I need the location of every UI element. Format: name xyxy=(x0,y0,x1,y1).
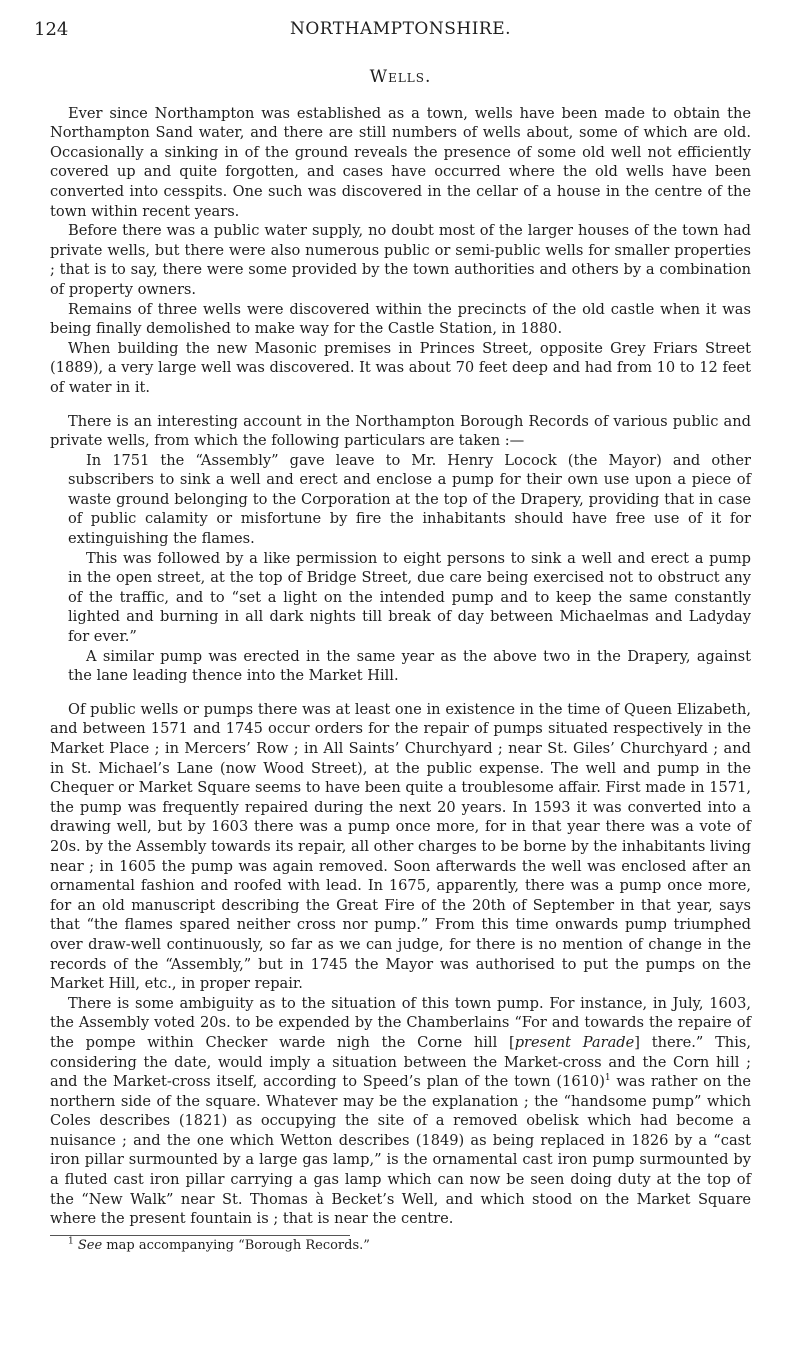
paragraph-castle-wells: Remains of three wells were discovered within the precincts of the old castle when it was being finally demolished to make way for the Castle Station, in 1880. xyxy=(50,300,751,338)
quote-1751-assembly: In 1751 the “Assembly” gave leave to Mr. Henry Locock (the Mayor) and other subscribers to sink a well and erect and enclose a pump for their own use upon a piece of waste ground belonging to the Corporation at the top of the Drapery, providing that in case of public calamity or misfortune by fire the inhabitants should have free use of it for extinguishing the flames. xyxy=(68,451,751,548)
paragraph-town-pump xyxy=(50,994,751,1229)
footnote-ref: 1 xyxy=(604,1073,611,1084)
section-heading: Wells. xyxy=(369,67,432,87)
running-title: NORTHAMPTONSHIRE. xyxy=(289,19,512,39)
paragraph-borough-records: There is an interesting account in the Northampton Borough Records of various public and private wells, from which the following particulars are taken :— xyxy=(50,412,751,450)
paragraph-masonic-well: When building the new Masonic premises in Princes Street, opposite Grey Friars Street (1889), a very large well was discovered. It was about 70 feet deep and had from 10 to 12 feet of water in it. xyxy=(50,339,751,396)
paragraph-public-supply: Before there was a public water supply, no doubt most of the larger houses of the town had private wells, but there were also numerous public or semi-public wells for smaller properties ; that is to say, there were some provided by the town authorities and others by a combination of property owners. xyxy=(50,222,751,298)
footnote xyxy=(50,1236,751,1256)
quote-drapery-pump: A similar pump was erected in the same year as the above two in the Drapery, against the lane leading thence into the Market Hill. xyxy=(68,647,751,685)
paragraph-intro: Ever since Northampton was established as a town, wells have been made to obtain the Northampton Sand water, and there are still numbers of wells about, some of which are old. Occasionally a sinking in of the ground reveals the presence of some old well not efficiently covered up and quite forgotten, and cases have occurred where the old wells have been converted into cesspits. One such was discovered in the cellar of a house in the centre of the town within recent years. xyxy=(50,104,751,220)
running-head xyxy=(34,19,751,50)
page-number: 124 xyxy=(34,19,69,40)
records-excerpt xyxy=(50,451,751,686)
italic-text: present Parade xyxy=(514,1033,635,1051)
text-run: There is some ambiguity as to the situation of this town pump. For instance, in July, 1603, the Assembly voted 20s. to be expended by the Chamberlains “For and towards the repaire of the pompe within Checker warde nigh the Corne hill [ xyxy=(50,994,751,1051)
footnote-text: map accompanying “Borough Records.” xyxy=(102,1237,370,1253)
footnote-see: See xyxy=(77,1237,103,1253)
quote-bridge-street: This was followed by a like permission to eight persons to sink a well and erect a pump in the open street, at the top of Bridge Street, due care being exercised not to obstruct any of the traffic, and to “set a light on the intended pump and to keep the same constantly lighted and burning in all dark nights till break of day between Michaelmas and Ladyday for ever.” xyxy=(68,549,751,646)
footnote-marker: 1 xyxy=(68,1236,74,1247)
text-run: was rather on the northern side of the square. Whatever may be the explanation ; the “handsome pump” which Coles describes (1821) as occupying the site of a removed obelisk which had become a nuisance ; and the one which Wetton describes (1849) as being replaced in 1826 by a “cast iron pillar surmounted by a large gas lamp,” is the ornamental cast iron pump surmounted by a fluted cast iron pillar carrying a gas lamp which can now be seen doing duty at the top of the “New Walk” near St. Thomas à Becket’s Well, and which stood on the Market Square where the present fountain is ; that is near the centre. xyxy=(50,1073,751,1228)
paragraph-public-pumps: Of public wells or pumps there was at least one in existence in the time of Queen Elizabeth, and between 1571 and 1745 occur orders for the repair of pumps situated respectively in the Market Place ; in Mercers’ Row ; in All Saints’ Churchyard ; near St. Giles’ Churchyard ; and in St. Michael’s Lane (now Wood Street), at the public expense. The well and pump in the Chequer or Market Square seems to have been quite a troublesome affair. First made in 1571, the pump was frequently repaired during the next 20 years. In 1593 it was converted into a drawing well, but by 1603 there was a pump once more, for in that year there was a vote of 20s. by the Assembly towards its repair, all other charges to be borne by the inhabitants living near ; in 1605 the pump was again removed. Soon afterwards the well was enclosed after an ornamental fashion and roofed with lead. In 1675, apparently, there was a pump once more, for an old manuscript describing the Great Fire of the 20th of September in that year, says that “the flames spared neither cross nor pump.” From this time onwards pump triumphed over draw-well continuously, so far as we can judge, for there is no mention of change in the records of the “Assembly,” but in 1745 the Mayor was authorised to put the pumps on the Market Hill, etc., in proper repair. xyxy=(50,700,751,993)
text-run: ] there.” This, considering the date, would imply a situation between the Market-cross and the Corn hill ; and the Market-cross itself, according to Speed’s plan of the town (1610) xyxy=(50,1033,751,1091)
